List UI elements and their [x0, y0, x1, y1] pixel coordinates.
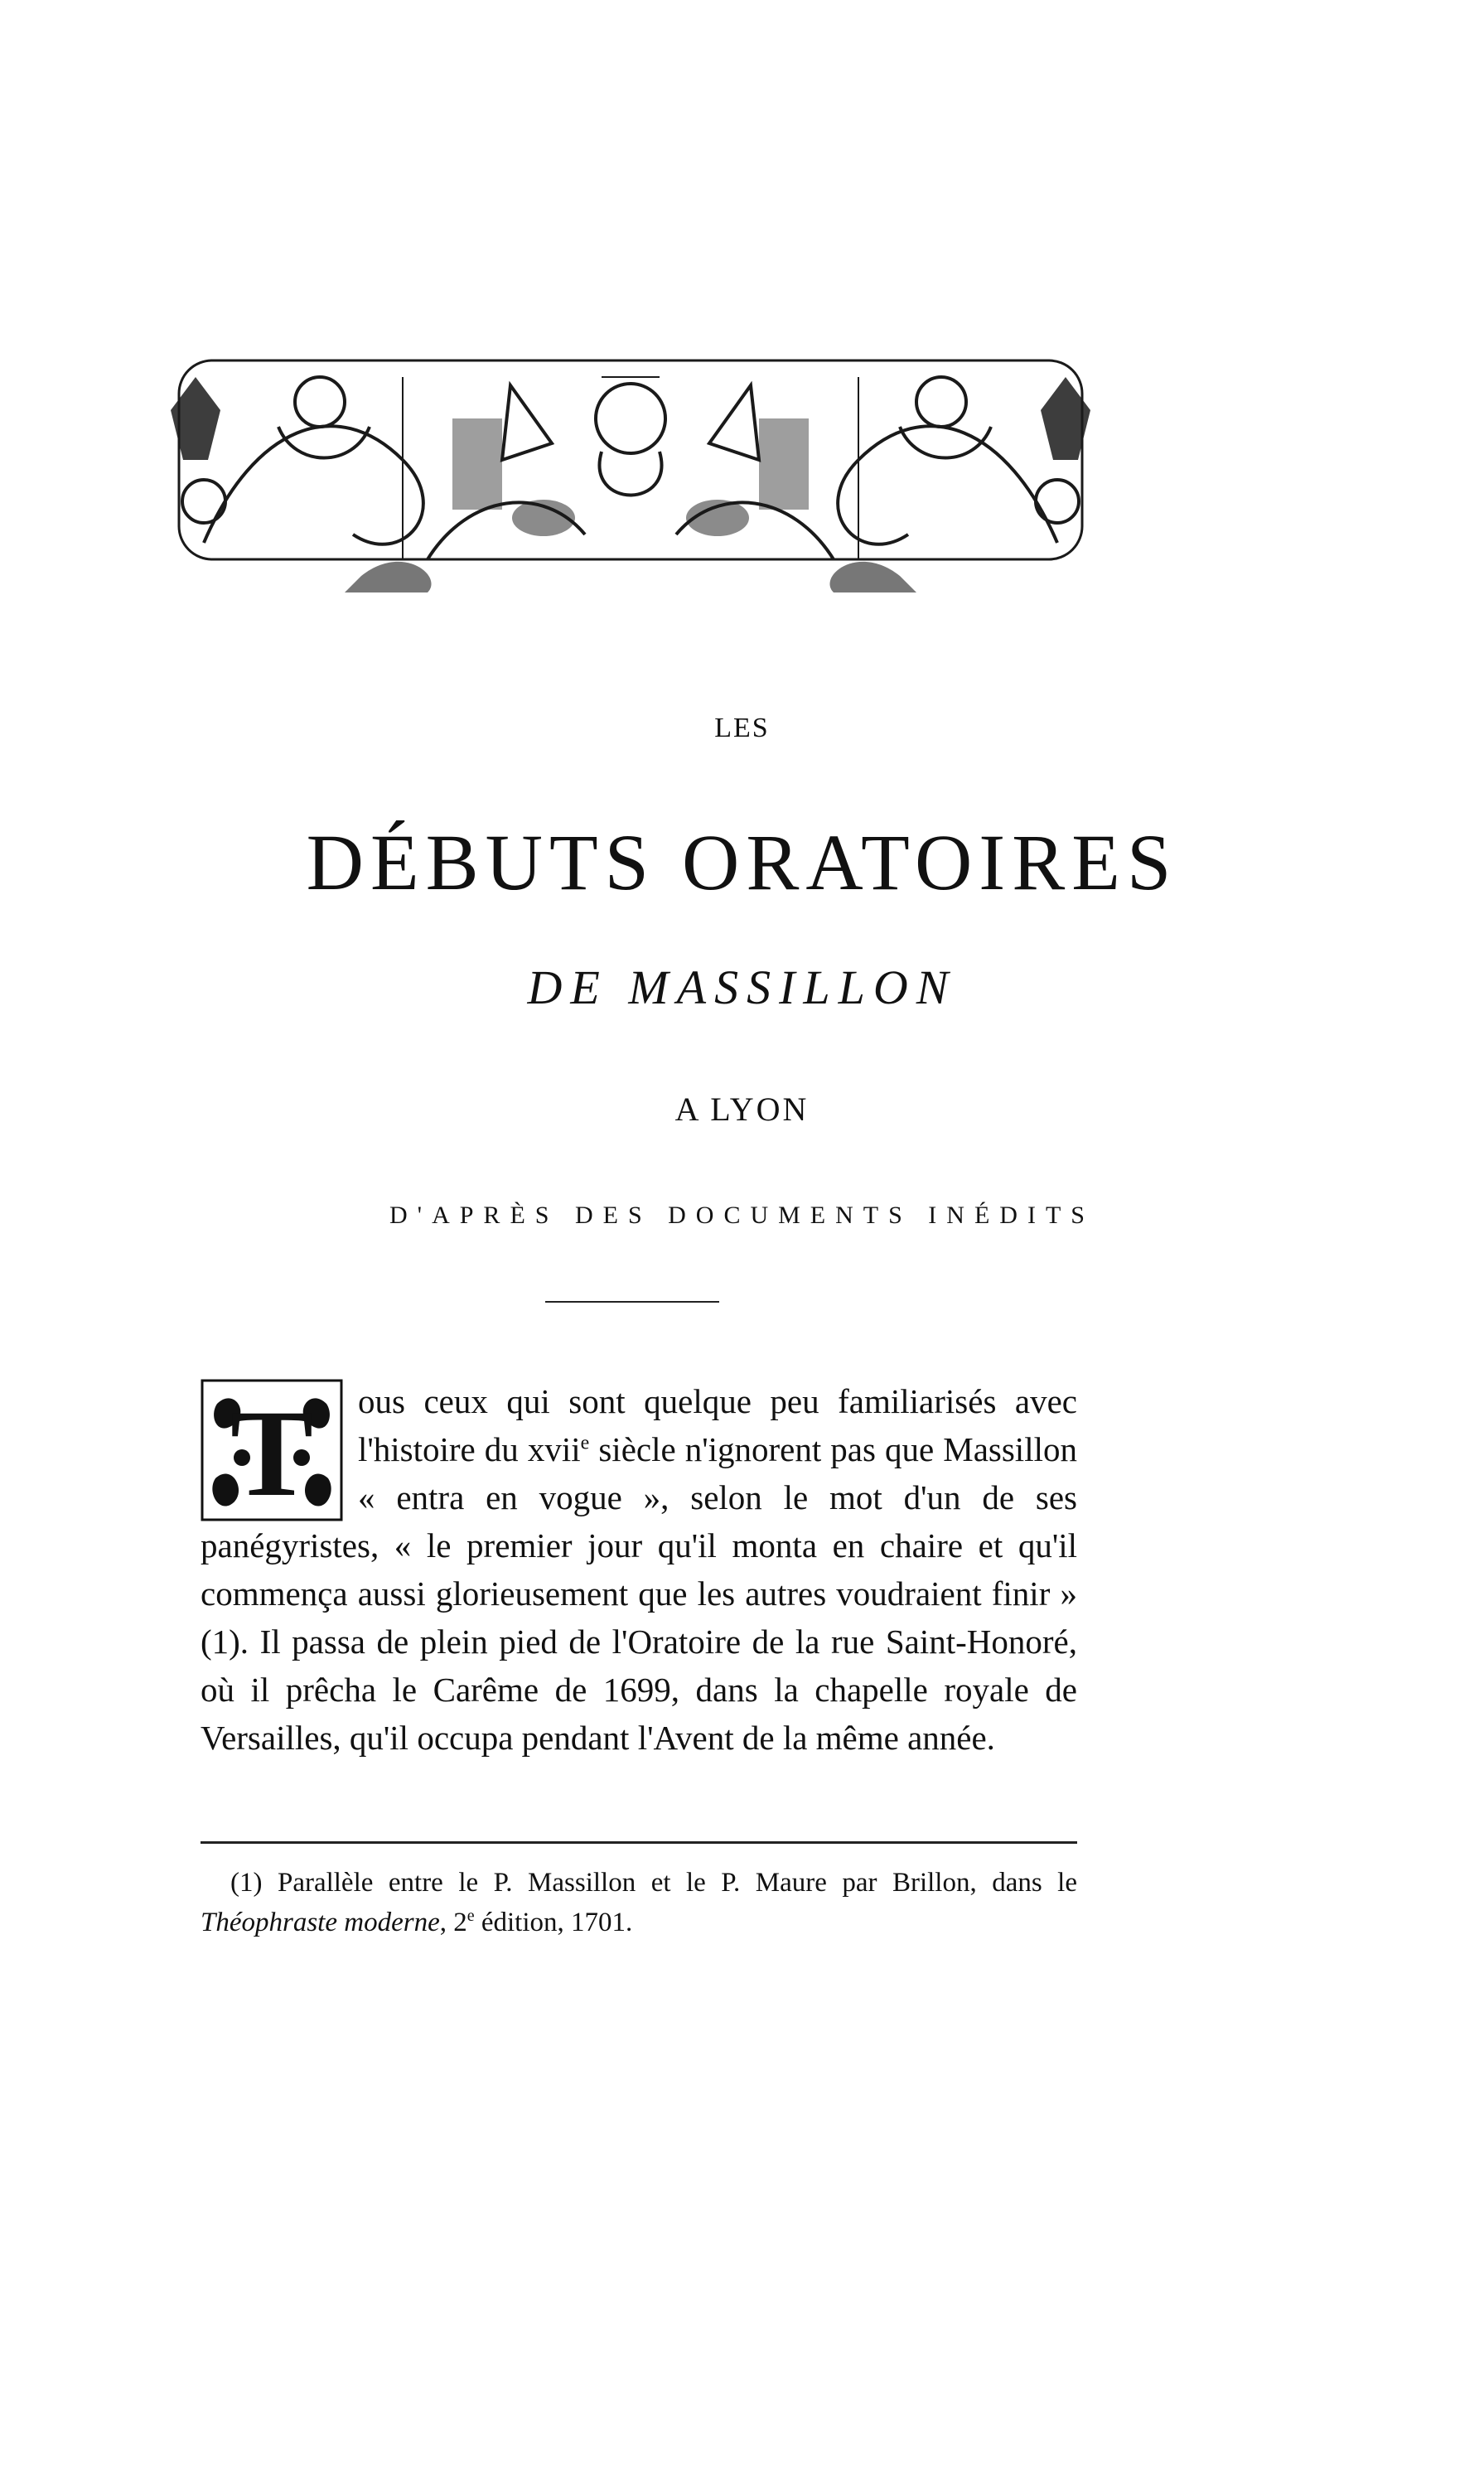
body-paragraph	[201, 1377, 1077, 1762]
footnote-work-title: Théophraste moderne	[201, 1908, 440, 1937]
section-divider	[545, 1301, 719, 1303]
source-subheading: D'APRÈS DES DOCUMENTS INÉDITS	[389, 1202, 1095, 1229]
kicker-heading: LES	[714, 713, 770, 743]
footnote-edition: édition, 1701.	[474, 1908, 633, 1937]
page-title: DÉBUTS ORATOIRES	[306, 818, 1178, 907]
place-heading: A LYON	[674, 1091, 810, 1128]
footnote-after-work: , 2	[439, 1908, 467, 1937]
dropcap-letter: T	[230, 1385, 314, 1521]
ornamental-headpiece	[154, 327, 1107, 592]
century-superscript: e	[580, 1432, 590, 1454]
body-text-part1: ous ceux qui sont quelque peu familiarisés avec l'histoire du xvii	[358, 1382, 1077, 1468]
subtitle: DE MASSILLON	[527, 960, 957, 1014]
decorated-initial-T	[201, 1379, 343, 1521]
footnote-rule	[201, 1841, 1077, 1844]
footnote-text: (1) Parallèle entre le P. Massillon et le P. Maure par Brillon, dans le	[230, 1868, 1077, 1898]
body-text-part2: siècle n'ignorent pas que Massillon « entra en vogue », selon le mot d'un de ses panégyristes, « le premier jour qu'il monta en chaire et qu'il commença aussi glorieusement que les autres voudraient finir » (1). Il passa de plein pied de l'Oratoire de la rue Saint-Honoré, où il prêcha le Carême de 1699, dans la chapelle royale de Versailles, qu'il occupa pendant l'Avent de la même année.	[201, 1430, 1077, 1757]
edition-superscript: e	[466, 1907, 475, 1925]
footnote	[201, 1863, 1077, 1942]
